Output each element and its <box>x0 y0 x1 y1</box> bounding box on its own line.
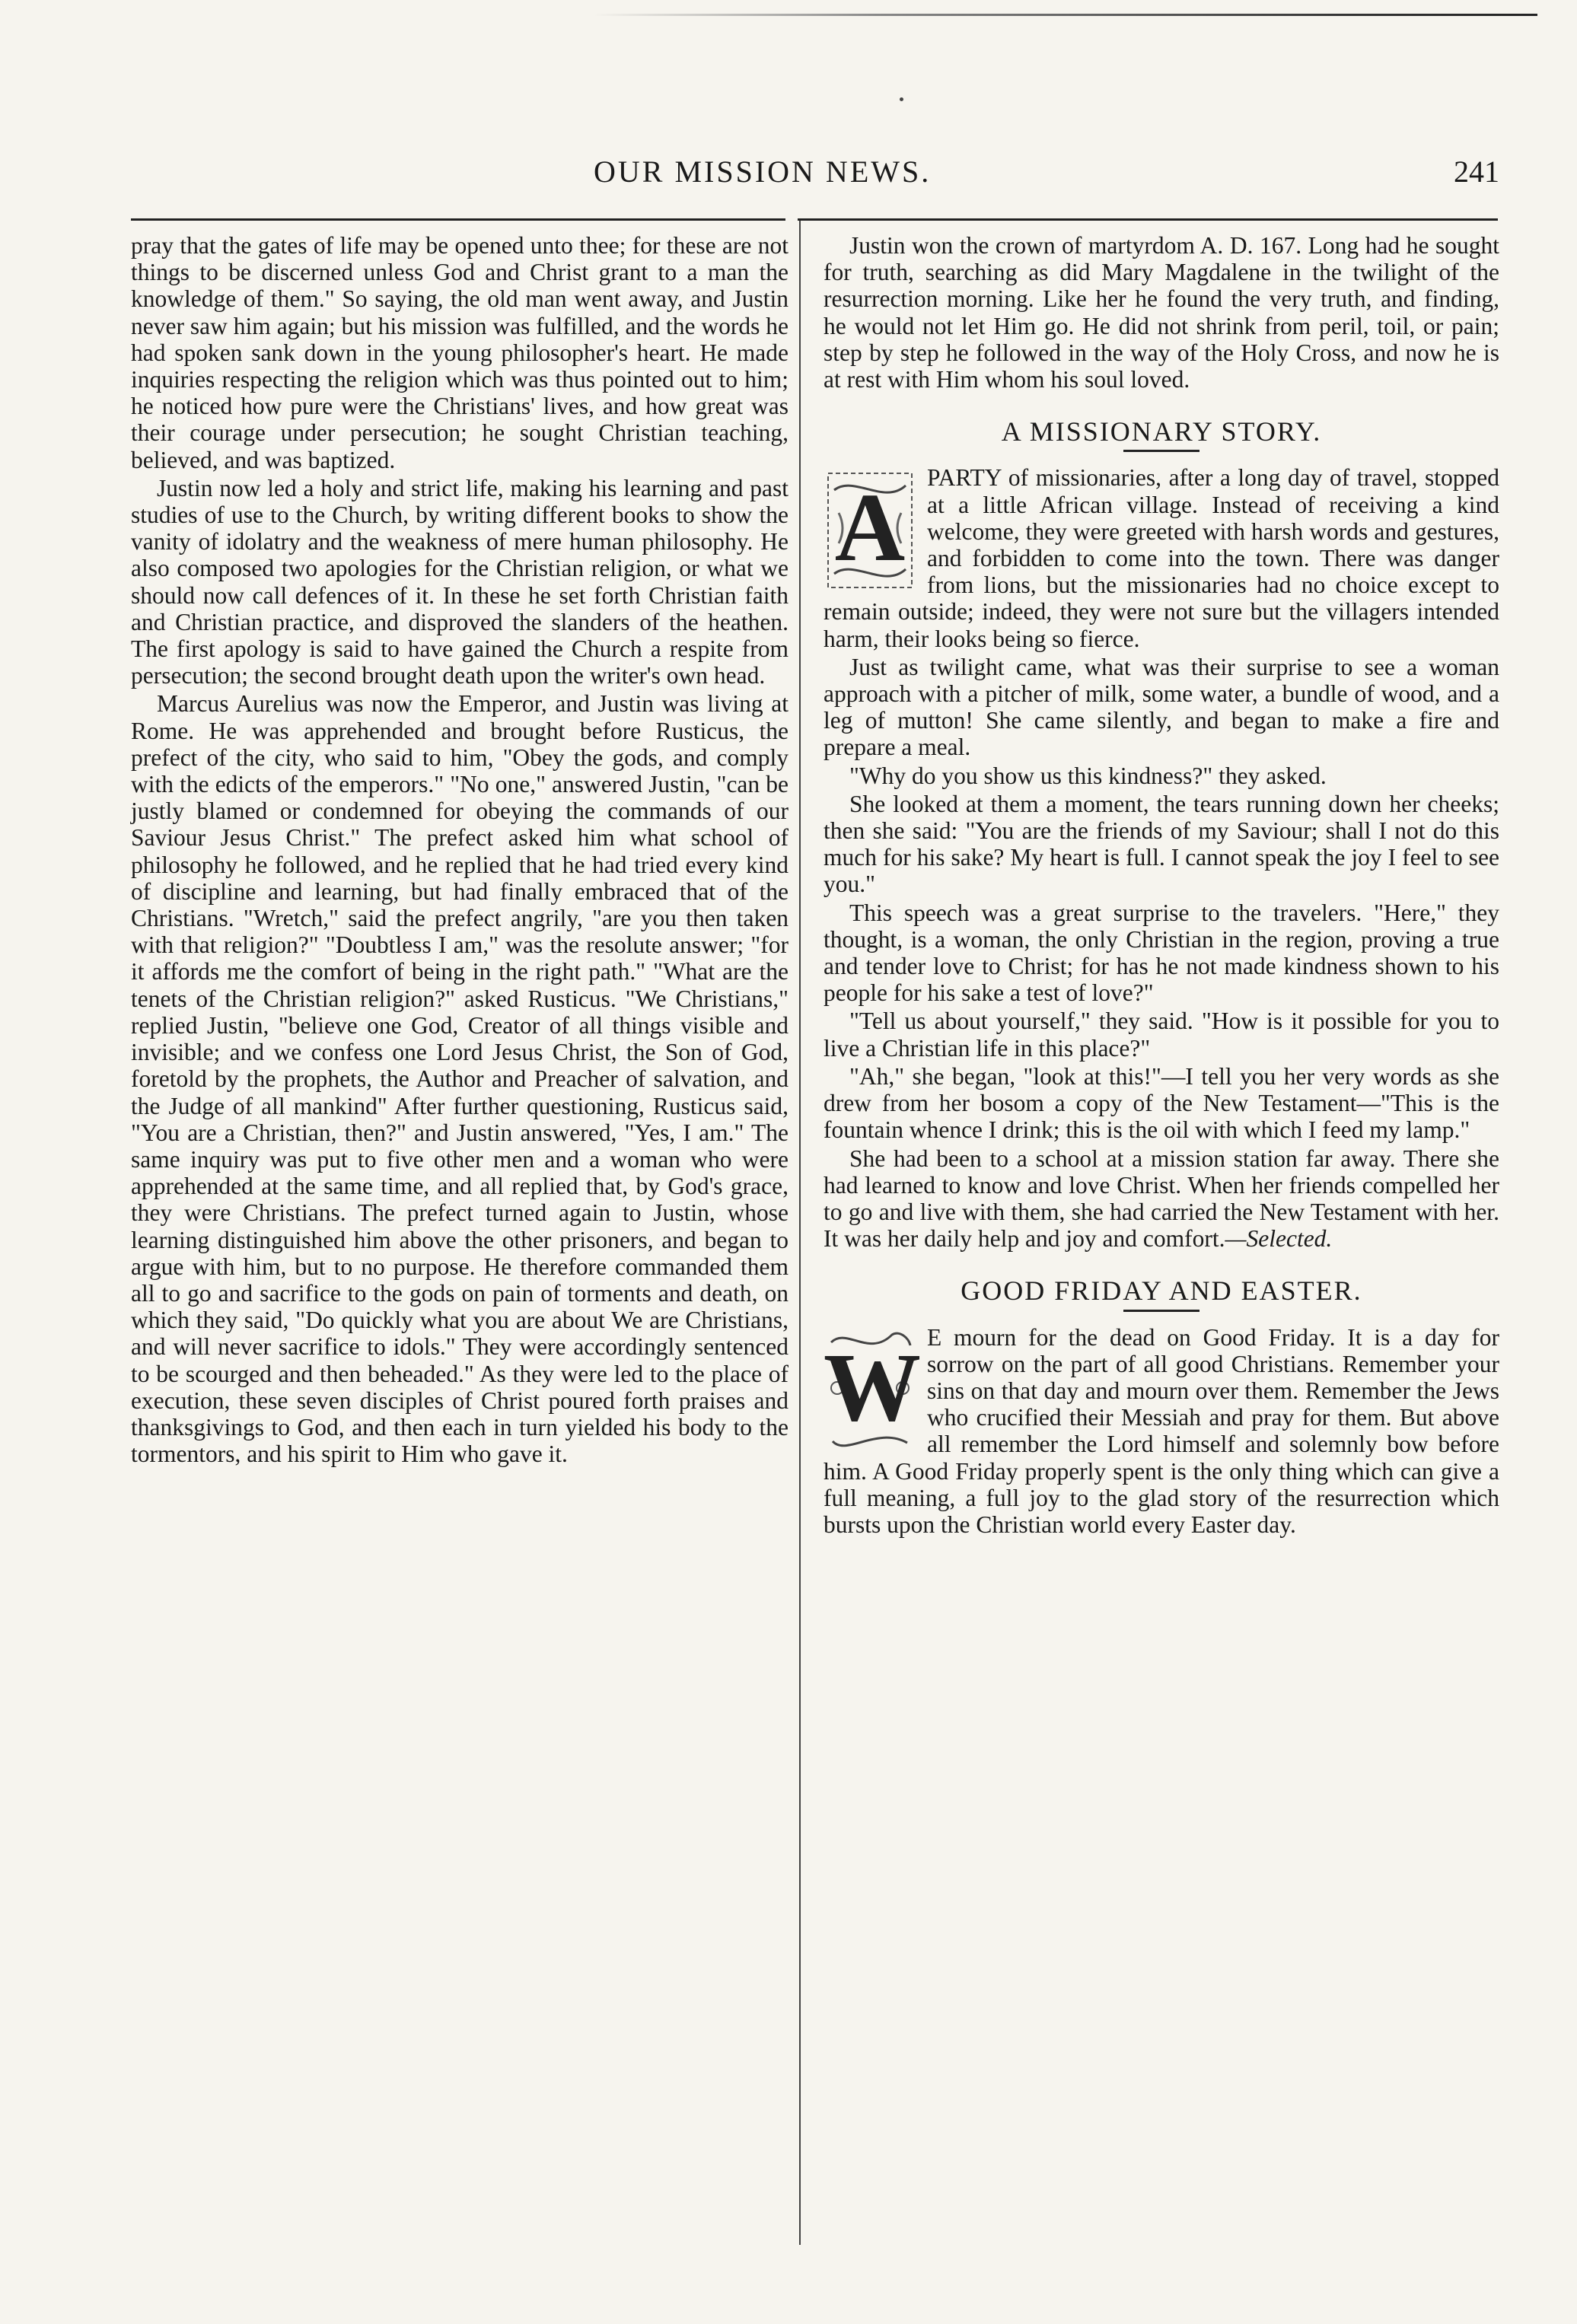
attribution: —Selected. <box>1225 1225 1333 1253</box>
paragraph: Marcus Aurelius was now the Emperor, and Justin was living at Rome. He was apprehended and brought before Rusticus, the prefect of the city, who said to him, "Obey the gods, and comply with the edicts of the emperors." "No one," answered Justin, "can be justly blamed or condemned for obeying the commands of our Saviour Jesus Christ." The prefect asked him what school of philosophy he followed, and he replied that he had tried every kind of discipline and learning, but had finally embraced that of the Christians. "Wretch," said the prefect angrily, "are you then taken with that religion?" "Doubtless I am," was the resolute answer; "for it affords me the comfort of being in the right path." "What are the tenets of the Christian religion?" asked Rusticus. "We Christians," replied Justin, "believe one God, Creator of all things visible and invisible; and we confess one Lord Jesus Christ, the Son of God, foretold by the prophets, the Author and Preacher of salvation, and the Judge of all mankind" After further questioning, Rusticus said, "You are a Christian, then?" and Justin answered, "Yes, I am." The same inquiry was put to five other men and a woman who were apprehended at the same time, and all replied that, by God's grace, they were Christians. The prefect turned again to Justin, whose learning distinguished him above the other prisoners, and began to argue with him, but to no purpose. He therefore commanded them all to go and sacrifice to the gods on pain of torments and death, on which they said, "Do quickly what you are about We are Christians, and will never sacrifice to idols." They were accordingly sentenced to be scourged and then beheaded." As they were led to the place of execution, these seven disciples of Christ poured forth praises and thanksgivings to God, and then each in turn yielded his body to the tormentors, and his spirit to Him who gave it. <box>131 690 788 1468</box>
dropcap-letter: A <box>834 473 906 582</box>
column-divider <box>799 221 801 2245</box>
right-column <box>824 232 1499 1539</box>
paragraph: Justin won the crown of martyrdom A. D. 167. Long had he sought for truth, searching as did Mary Magdalene in the twilight of the resurrection morning. Like her he found the very truth, and finding, he would not let Him go. He did not shrink from peril, toil, or pain; step by step he followed in the way of the Holy Cross, and now he is at rest with Him whom his soul loved. <box>824 232 1499 393</box>
paragraph: "Ah," she began, "look at this!"—I tell you her very words as she drew from her bosom a copy of the New Testament—"This is the fountain whence I drink; this is the oil with which I feed my lamp." <box>824 1062 1499 1144</box>
dropcap-letter: W <box>824 1332 921 1441</box>
ornamental-dropcap <box>824 467 916 597</box>
paragraph: This speech was a great surprise to the travelers. "Here," they thought, is a woman, the only Christian in the region, proving a true and tender love to Christ; for has he not made kindness shown to his people for his sake a test of love?" <box>824 899 1499 1007</box>
page-header <box>107 154 1499 207</box>
paragraph: Justin now led a holy and strict life, making his learning and past studies of use to the Church, by writing different books to show the vanity of idolatry and the weakness of mere human philosophy. He also composed two apologies for the Christian religion, or what we should now call defences of it. In these he set forth Christian faith and Christian practice, and disproved the slanders of the heathen. The first apology is said to have gained the Church a respite from persecution; the second brought death upon the writer's own head. <box>131 474 788 689</box>
paragraph: "Why do you show us this kindness?" they asked. <box>849 762 1327 789</box>
left-column <box>131 232 788 1469</box>
paragraph <box>824 464 1499 651</box>
paragraph: "Tell us about yourself," they said. "How is it possible for you to live a Christian life in this place?" <box>824 1008 1499 1062</box>
paragraph-text: She had been to a school at a mission station far away. There she had learned to know and love Christ. When her friends compelled her to go and live with them, she had carried the New Testament with her. It was her daily help and joy and comfort. <box>824 1144 1499 1253</box>
paragraph <box>824 1145 1499 1253</box>
ornamental-dropcap <box>824 1327 921 1456</box>
good-friday-section <box>824 1275 1499 1538</box>
page-number: 241 <box>1454 154 1499 189</box>
scan-speck <box>900 97 903 101</box>
header-rule-left <box>131 218 785 221</box>
paragraph: Just as twilight came, what was their surprise to see a woman approach with a pitcher of milk, some water, a bundle of wood, and a leg of mutton! She came silently, and began to make a fire and prepare a meal. <box>824 653 1499 761</box>
scan-edge-line <box>594 14 1537 16</box>
heading-rule <box>1123 1310 1199 1312</box>
section-heading: A MISSIONARY STORY. <box>1001 416 1322 447</box>
header-rule-right <box>798 218 1498 221</box>
paragraph <box>824 1324 1499 1539</box>
missionary-story-section <box>824 416 1499 1253</box>
heading-rule <box>1123 450 1199 452</box>
paragraph-text: PARTY of missionaries, after a long day of travel, stopped at a little African village. Instead of receiving a kind welcome, they were greeted with harsh words and gestures, and forbidden to come into the town. There was danger from lions, but the missionaries had no choice except to remain outside; indeed, they were not sure but the villagers intended harm, their looks being so fierce. <box>824 464 1499 652</box>
paragraph: She looked at them a moment, the tears running down her cheeks; then she said: "You are the friends of my Saviour; shall I not do this much for his sake? My heart is full. I cannot speak the joy I feel to see you." <box>824 790 1499 898</box>
paragraph: pray that the gates of life may be opened unto thee; for these are not things to be discerned unless God and Christ grant to a man the knowledge of them." So saying, the old man went away, and Justin never saw him again; but his mission was fulfilled, and the words he had spoken sank down in the young philosopher's heart. He made inquiries respecting the religion which was thus pointed out to him; he noticed how pure were the Christians' lives, and how great was their courage under persecution; he sought Christian teaching, believed, and was baptized. <box>131 232 788 473</box>
paragraph-text: E mourn for the dead on Good Friday. It is a day for sorrow on the part of all good Christians. Remember your sins on that day and mourn over them. Remember the Jews who crucified their Messiah and pray for them. But above all remember the Lord himself and solemnly bow before him. A Good Friday properly spent is the only thing which can give a full meaning, a full joy to the glad story of the resurrection which bursts upon the Christian world every Easter day. <box>824 1323 1499 1538</box>
section-heading: GOOD FRIDAY AND EASTER. <box>961 1275 1362 1307</box>
running-title: OUR MISSION NEWS. <box>594 154 932 189</box>
